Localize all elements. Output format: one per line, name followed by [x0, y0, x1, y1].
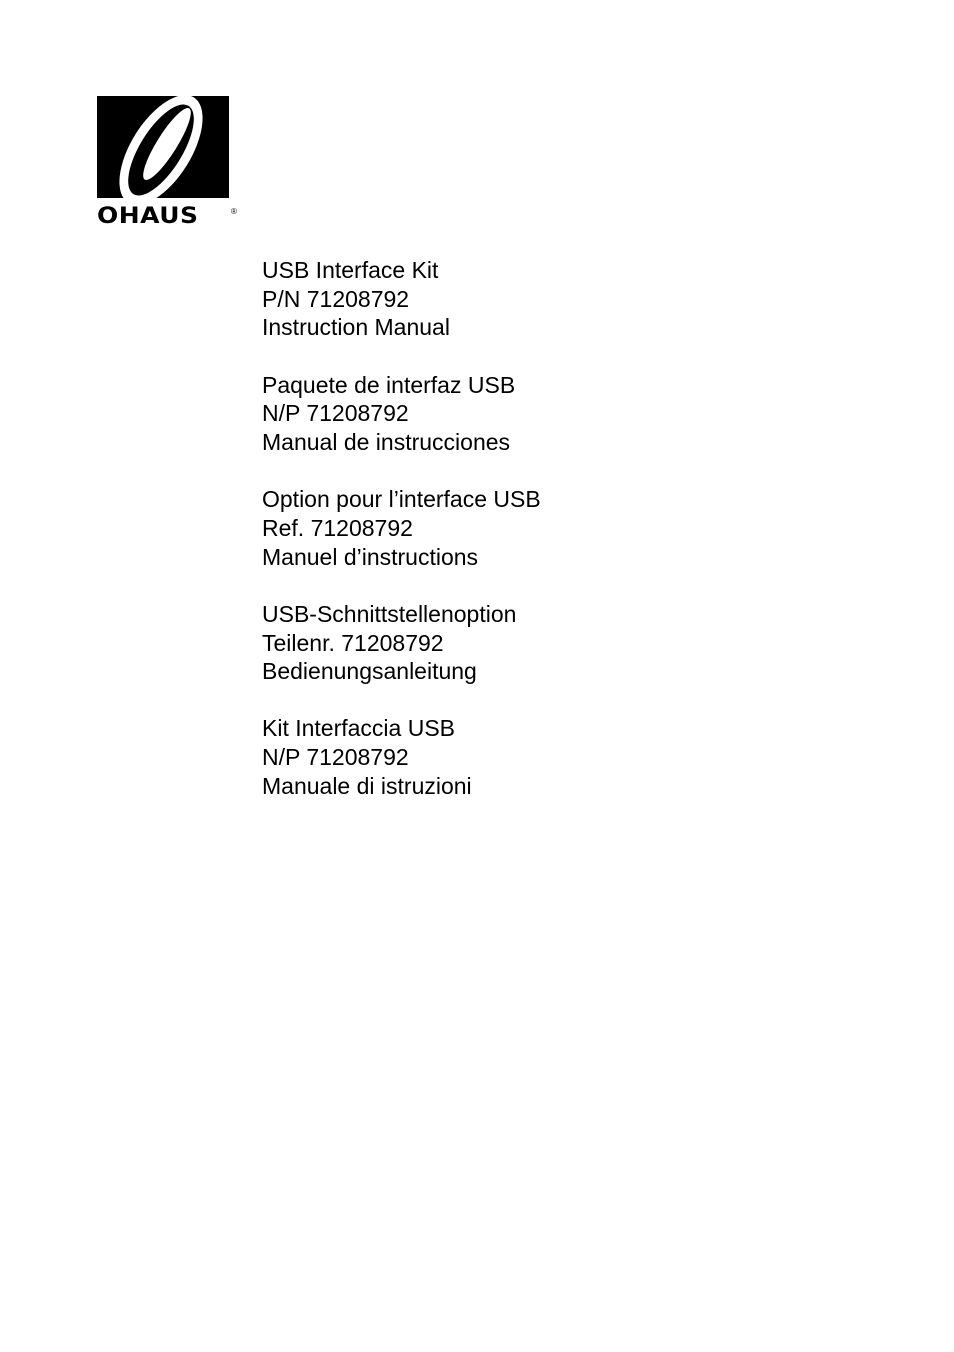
ohaus-logo-mark-icon	[97, 96, 229, 198]
document-type: Manuel d’instructions	[262, 543, 479, 570]
ohaus-wordmark: OHAUS	[97, 202, 199, 229]
title-block-spanish	[262, 371, 862, 457]
part-number: P/N 71208792	[262, 285, 410, 312]
product-title: Paquete de interfaz USB	[262, 371, 516, 398]
product-title: Option pour l’interface USB	[262, 486, 541, 513]
product-title: Kit Interfaccia USB	[262, 715, 456, 742]
title-block-english	[262, 256, 862, 342]
registered-mark: ®	[231, 207, 237, 216]
title-page-content	[262, 256, 862, 829]
part-number: N/P 71208792	[262, 400, 409, 427]
title-block-german	[262, 600, 862, 686]
title-block-italian	[262, 714, 862, 800]
part-number: Ref. 71208792	[262, 514, 413, 541]
part-number: Teilenr. 71208792	[262, 629, 444, 656]
document-type: Manuale di istruzioni	[262, 772, 472, 799]
product-title: USB-Schnittstellenoption	[262, 600, 517, 627]
part-number: N/P 71208792	[262, 744, 409, 771]
title-block-french	[262, 485, 862, 571]
document-type: Instruction Manual	[262, 314, 450, 341]
document-type: Manual de instrucciones	[262, 429, 511, 456]
ohaus-logo	[97, 96, 239, 232]
product-title: USB Interface Kit	[262, 257, 439, 283]
document-type: Bedienungsanleitung	[262, 658, 477, 685]
